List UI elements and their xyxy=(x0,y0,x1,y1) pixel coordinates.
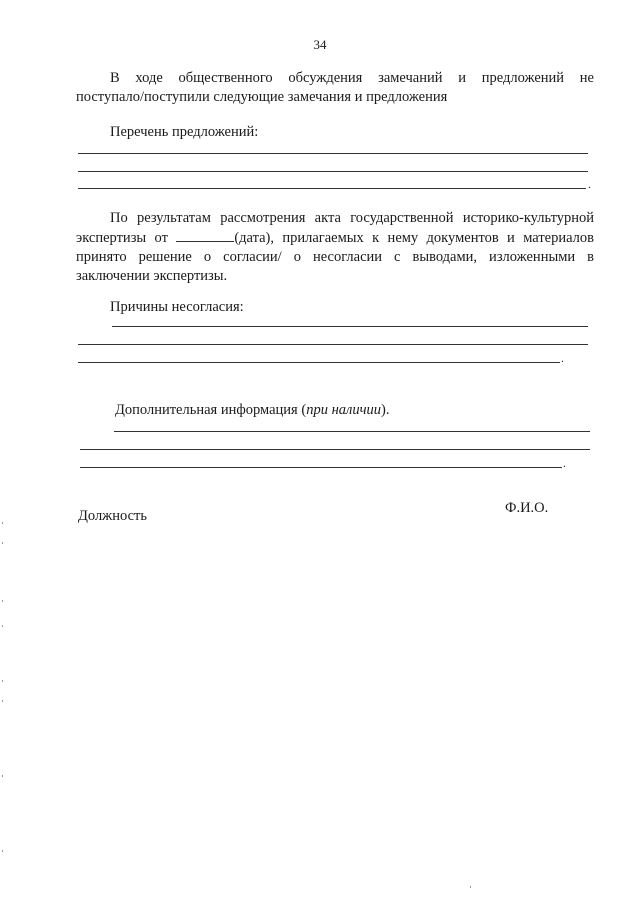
additional-info-label-italic: при наличии xyxy=(306,402,381,418)
disagreement-label: Причины несогласия: xyxy=(110,299,244,315)
scan-speck xyxy=(2,625,3,627)
proposals-label: Перечень предложений: xyxy=(110,124,259,140)
full-name-label: Ф.И.О. xyxy=(505,500,549,516)
intro-paragraph-line-1: В ходе общественного обсуждения замечаний и предложений не xyxy=(110,70,594,86)
disagreement-line-3[interactable] xyxy=(78,362,560,363)
result-paragraph-line-4: заключении экспертизы. xyxy=(76,268,228,284)
result-paragraph-line-3: принято решение о согласии/ о несогласии с выводами, изложенными в xyxy=(76,249,594,265)
scan-speck xyxy=(2,700,3,702)
disagreement-end-mark: . xyxy=(561,351,564,365)
additional-info-label-start: Дополнительная информация ( xyxy=(115,402,307,418)
scan-speck xyxy=(2,850,3,852)
date-blank-field[interactable] xyxy=(176,229,234,242)
scan-speck xyxy=(2,542,3,544)
proposals-line-1[interactable] xyxy=(78,153,588,154)
scan-speck xyxy=(2,522,3,524)
result-paragraph-line-2 xyxy=(76,228,594,248)
disagreement-line-1[interactable] xyxy=(112,326,588,327)
proposals-end-mark: . xyxy=(588,177,591,191)
additional-info-label xyxy=(115,400,389,420)
scan-speck xyxy=(2,680,3,682)
proposals-line-2[interactable] xyxy=(78,171,588,172)
result-paragraph-line-2-start: экспертизы от xyxy=(76,230,168,246)
additional-info-line-1[interactable] xyxy=(114,431,590,432)
disagreement-line-2[interactable] xyxy=(78,344,588,345)
additional-info-line-3[interactable] xyxy=(80,467,562,468)
additional-info-line-2[interactable] xyxy=(80,449,590,450)
result-paragraph-line-1: По результатам рассмотрения акта государственной историко-культурной xyxy=(110,210,594,226)
additional-info-end-mark: . xyxy=(563,456,566,470)
additional-info-label-end: ). xyxy=(381,402,390,418)
position-label: Должность xyxy=(78,508,147,524)
scan-speck xyxy=(2,775,3,777)
result-paragraph-line-2-end: (дата), прилагаемых к нему документов и материалов xyxy=(234,230,595,246)
proposals-line-3[interactable] xyxy=(78,188,586,189)
page-number: 34 xyxy=(313,37,327,52)
scan-speck xyxy=(470,886,471,888)
intro-paragraph-line-2: поступало/поступили следующие замечания и предложения xyxy=(76,89,448,105)
scan-speck xyxy=(2,600,3,602)
